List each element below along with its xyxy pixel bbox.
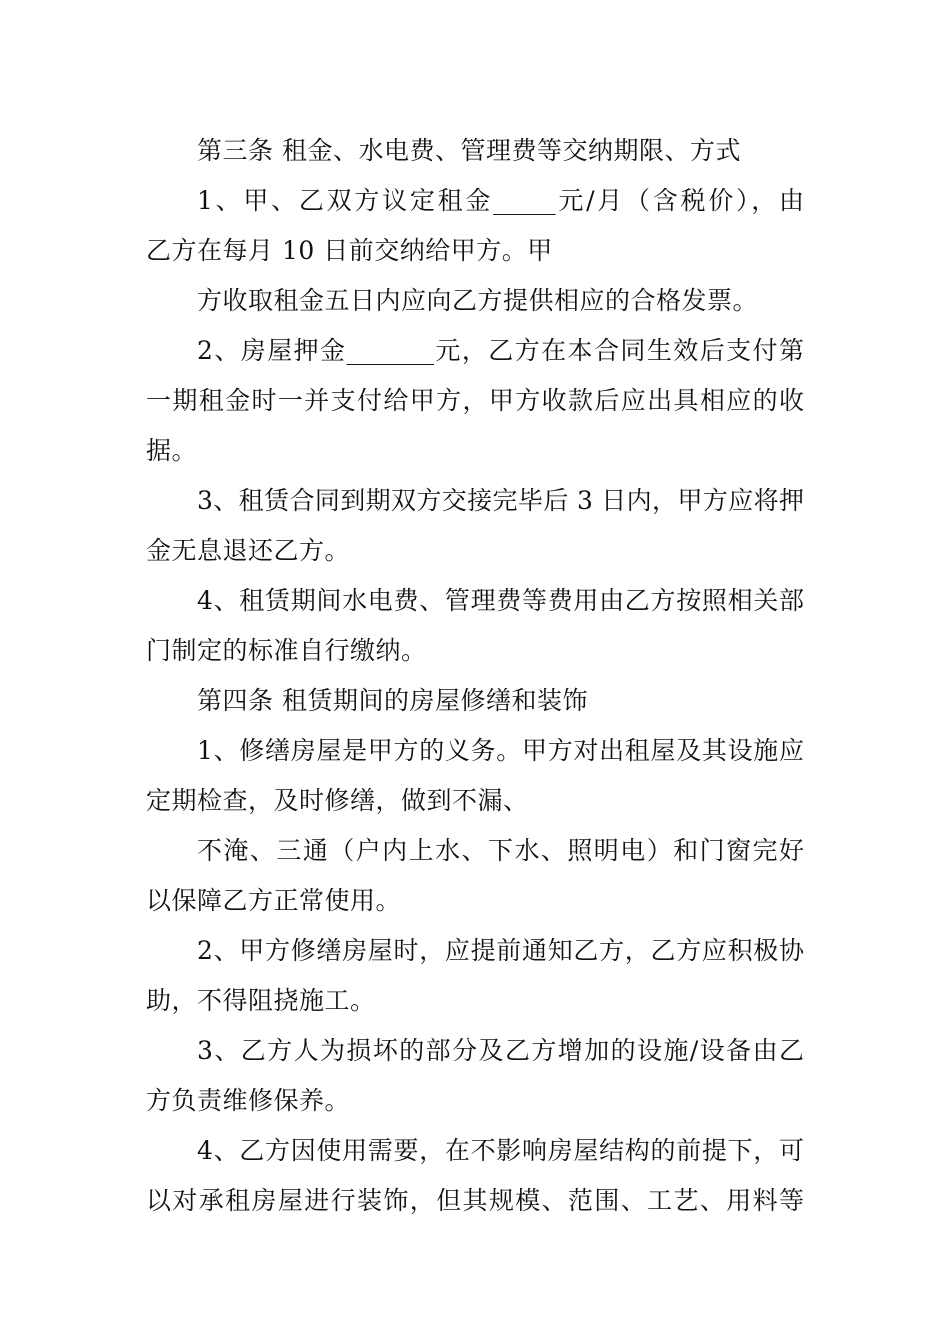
paragraph-line: 金无息退还乙方。	[146, 536, 351, 565]
paragraph-line: 以保障乙方正常使用。	[146, 886, 402, 915]
article-4-heading: 第四条 租赁期间的房屋修缮和装饰	[197, 686, 588, 715]
article-3-heading: 第三条 租金、水电费、管理费等交纳期限、方式	[197, 136, 741, 165]
paragraph-line: 门制定的标准自行缴纳。	[146, 636, 427, 665]
paragraph-line: 1、修缮房屋是甲方的义务。甲方对出租屋及其设施应	[197, 736, 804, 765]
paragraph-line: 3、乙方人为损坏的部分及乙方增加的设施/设备由乙	[197, 1036, 804, 1065]
paragraph-line: 据。	[146, 436, 198, 465]
paragraph-line: 不淹、三通（户内上水、下水、照明电）和门窗完好	[197, 836, 804, 865]
paragraph-line: 4、租赁期间水电费、管理费等费用由乙方按照相关部	[197, 586, 804, 615]
paragraph-line: 2、甲方修缮房屋时，应提前通知乙方，乙方应积极协	[197, 936, 804, 965]
paragraph-line: 4、乙方因使用需要，在不影响房屋结构的前提下，可	[197, 1136, 804, 1165]
paragraph-line: 定期检查，及时修缮，做到不漏、	[146, 786, 529, 815]
paragraph-line: 一期租金时一并支付给甲方，甲方收款后应出具相应的收	[146, 386, 804, 415]
paragraph-line: 助，不得阻挠施工。	[146, 986, 376, 1015]
paragraph-line: 2、房屋押金_______元，乙方在本合同生效后支付第	[197, 336, 804, 365]
paragraph-line: 以对承租房屋进行装饰，但其规模、范围、工艺、用料等	[146, 1186, 804, 1215]
paragraph-line: 方收取租金五日内应向乙方提供相应的合格发票。	[197, 286, 759, 315]
paragraph-line: 1、甲、乙双方议定租金_____元/月（含税价），由	[197, 186, 804, 215]
paragraph-line: 方负责维修保养。	[146, 1086, 351, 1115]
paragraph-line: 3、租赁合同到期双方交接完毕后 3 日内，甲方应将押	[197, 486, 804, 515]
paragraph-line: 乙方在每月 10 日前交纳给甲方。甲	[146, 236, 553, 265]
